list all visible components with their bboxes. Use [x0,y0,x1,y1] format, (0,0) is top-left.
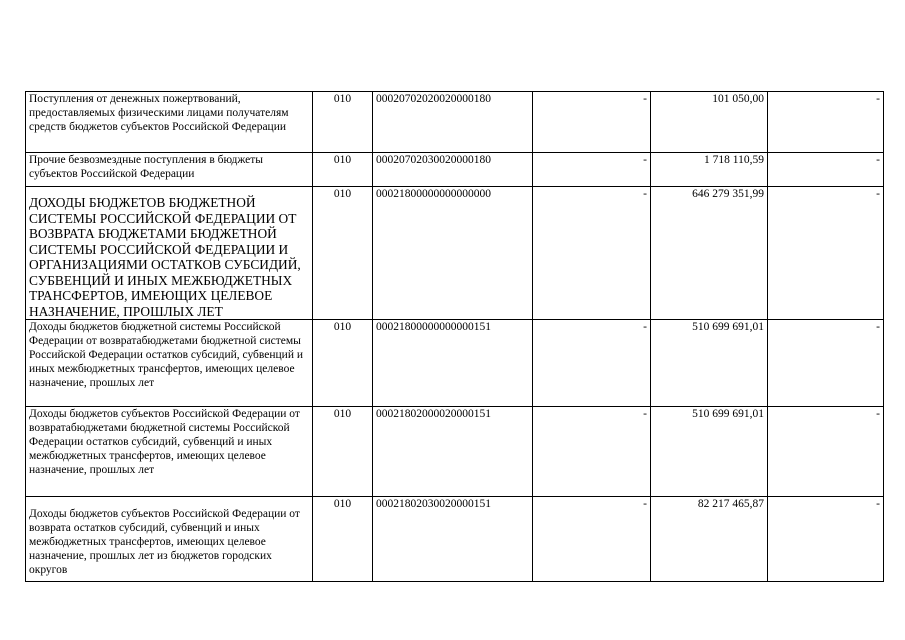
row-income-code: 00020702030020000180 [373,153,533,187]
income-report-table [25,91,884,582]
table-row [26,187,884,320]
row-line-code: 010 [313,92,373,153]
row-name: Доходы бюджетов субъектов Российской Федерации от возвратабюджетами бюджетной системы Российской Федерации остатков субсидий, субвенций и иных межбюджетных трансфертов, имеющих целевое назначение, прошлых лет [26,407,313,497]
row-not-executed-value: - [768,153,884,187]
row-line-code: 010 [313,187,373,320]
row-executed-value: 510 699 691,01 [651,320,768,407]
row-executed-value: 101 050,00 [651,92,768,153]
row-name: Поступления от денежных пожертвований, предоставляемых физическими лицами получателям средств бюджетов субъектов Российской Федерации [26,92,313,153]
row-approved-value: - [533,153,651,187]
row-line-code: 010 [313,497,373,582]
table-row [26,153,884,187]
row-approved-value: - [533,320,651,407]
table-row [26,320,884,407]
table-row [26,497,884,582]
row-not-executed-value: - [768,92,884,153]
row-approved-value: - [533,187,651,320]
row-line-code: 010 [313,153,373,187]
row-executed-value: 510 699 691,01 [651,407,768,497]
row-income-code: 00020702020020000180 [373,92,533,153]
table-row [26,407,884,497]
row-income-code: 00021800000000000151 [373,320,533,407]
row-approved-value: - [533,407,651,497]
row-executed-value: 1 718 110,59 [651,153,768,187]
row-approved-value: - [533,92,651,153]
row-income-code: 00021800000000000000 [373,187,533,320]
row-income-code: 00021802030020000151 [373,497,533,582]
row-not-executed-value: - [768,187,884,320]
row-not-executed-value: - [768,497,884,582]
row-executed-value: 646 279 351,99 [651,187,768,320]
table-row [26,92,884,153]
row-executed-value: 82 217 465,87 [651,497,768,582]
row-approved-value: - [533,497,651,582]
row-not-executed-value: - [768,407,884,497]
row-income-code: 00021802000020000151 [373,407,533,497]
row-line-code: 010 [313,407,373,497]
row-line-code: 010 [313,320,373,407]
row-name: ДОХОДЫ БЮДЖЕТОВ БЮДЖЕТНОЙ СИСТЕМЫ РОССИЙСКОЙ ФЕДЕРАЦИИ ОТ ВОЗВРАТА БЮДЖЕТАМИ БЮДЖЕТНОЙ СИСТЕМЫ РОССИЙСКОЙ ФЕДЕРАЦИИ И ОРГАНИЗАЦИЯМИ ОСТАТКОВ СУБСИДИЙ, СУБВЕНЦИЙ И ИНЫХ МЕЖБЮДЖЕТНЫХ ТРАНСФЕРТОВ, ИМЕЮЩИХ ЦЕЛЕВОЕ НАЗНАЧЕНИЕ, ПРОШЛЫХ ЛЕТ [26,187,313,320]
row-name: Доходы бюджетов бюджетной системы Российской Федерации от возвратабюджетами бюджетной системы Российской Федерации остатков субсидий, субвенций и иных межбюджетных трансфертов, имеющих целевое назначение, прошлых лет [26,320,313,407]
row-not-executed-value: - [768,320,884,407]
row-name: Доходы бюджетов субъектов Российской Федерации от возврата остатков субсидий, субвенций и иных межбюджетных трансфертов, имеющих целевое назначение, прошлых лет из бюджетов городских округов [26,497,313,582]
row-name: Прочие безвозмездные поступления в бюджеты субъектов Российской Федерации [26,153,313,187]
